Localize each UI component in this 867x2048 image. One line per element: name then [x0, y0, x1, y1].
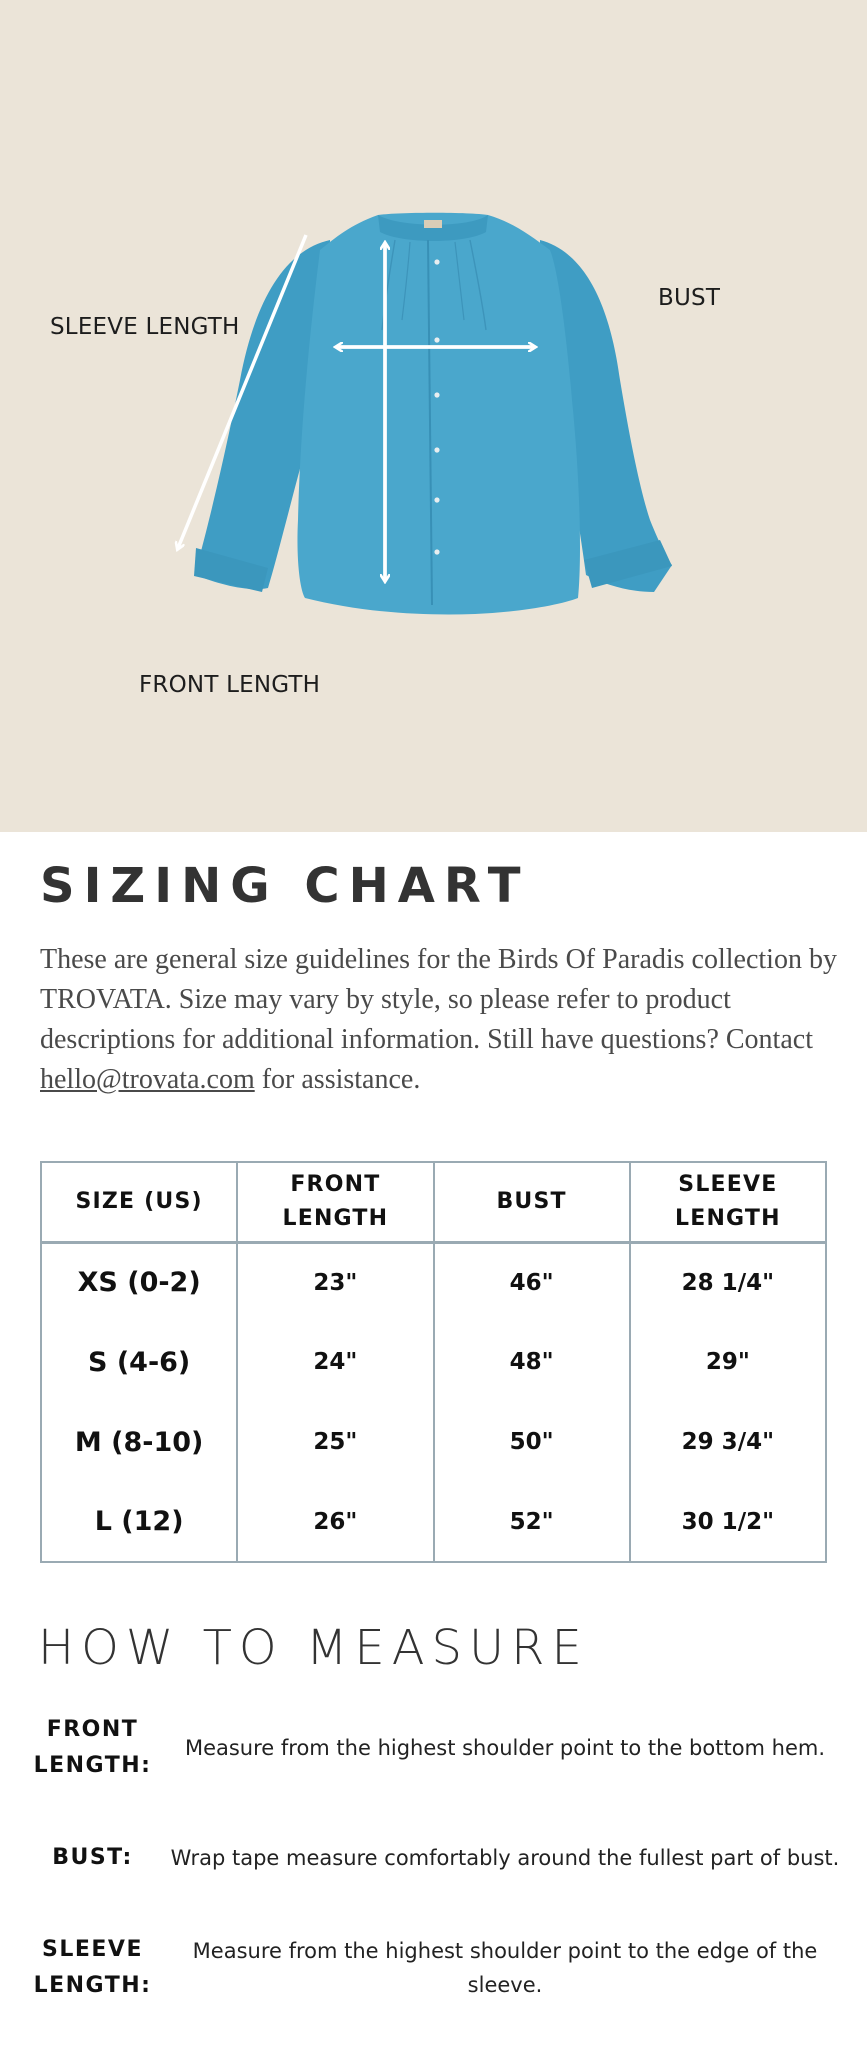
table-row: [41, 1322, 826, 1402]
bust-label: BUST: [658, 285, 721, 311]
front-length-cell: 24": [237, 1322, 433, 1402]
measure-item-bust: [30, 1818, 840, 1898]
front-length-cell: 23": [237, 1242, 433, 1322]
bust-cell: 46": [434, 1242, 630, 1322]
table-row: [41, 1402, 826, 1482]
sleeve-length-cell: 29": [630, 1322, 826, 1402]
table-row: [41, 1482, 826, 1562]
measure-definition: Measure from the highest shoulder point to the edge of the sleeve.: [192, 1939, 818, 1997]
size-cell: XS (0-2): [41, 1242, 237, 1322]
size-cell: L (12): [41, 1482, 237, 1562]
measure-term: FRONT LENGTH:: [33, 1717, 152, 1778]
bust-cell: 50": [434, 1402, 630, 1482]
front-length-cell: 25": [237, 1402, 433, 1482]
sleeve-length-label: SLEEVE LENGTH: [50, 314, 240, 340]
sizing-chart-title: SIZING CHART: [40, 858, 530, 914]
shirt-illustration: [0, 0, 867, 832]
front-length-label: FRONT LENGTH: [139, 672, 321, 698]
size-table: [40, 1161, 827, 1563]
front-length-cell: 26": [237, 1482, 433, 1562]
measure-term: BUST:: [52, 1845, 133, 1870]
header-front-length: FRONT LENGTH: [237, 1162, 433, 1242]
how-to-measure-title: HOW TO MEASURE: [38, 1620, 589, 1676]
measure-definition: Measure from the highest shoulder point to the bottom hem.: [184, 1736, 826, 1760]
shirt-measurement-diagram: [0, 0, 867, 832]
sleeve-length-cell: 30 1/2": [630, 1482, 826, 1562]
contact-email-link[interactable]: hello@trovata.com: [40, 1064, 255, 1095]
size-cell: M (8-10): [41, 1402, 237, 1482]
size-cell: S (4-6): [41, 1322, 237, 1402]
sleeve-length-cell: 29 3/4": [630, 1402, 826, 1482]
measure-term: SLEEVE LENGTH:: [33, 1937, 152, 1998]
intro-text: These are general size guidelines for the Birds Of Paradis collection by TROVATA. Size may vary by style, so please refer to product descriptions for additional information. Still have questions? Contact: [40, 944, 837, 1055]
measure-item-front-length: [30, 1708, 840, 1788]
measure-item-sleeve-length: [30, 1928, 840, 2008]
measure-definition: Wrap tape measure comfortably around the fullest part of bust.: [170, 1846, 840, 1870]
intro-suffix: for assistance.: [261, 1064, 421, 1095]
header-sleeve-length: SLEEVE LENGTH: [630, 1162, 826, 1242]
table-header-row: [41, 1162, 826, 1242]
header-size: SIZE (US): [41, 1162, 237, 1242]
sleeve-length-cell: 28 1/4": [630, 1242, 826, 1322]
blouse-shape: [194, 213, 672, 615]
bust-cell: 52": [434, 1482, 630, 1562]
intro-paragraph: [40, 940, 840, 1100]
bust-cell: 48": [434, 1322, 630, 1402]
header-bust: BUST: [434, 1162, 630, 1242]
table-row: [41, 1242, 826, 1322]
